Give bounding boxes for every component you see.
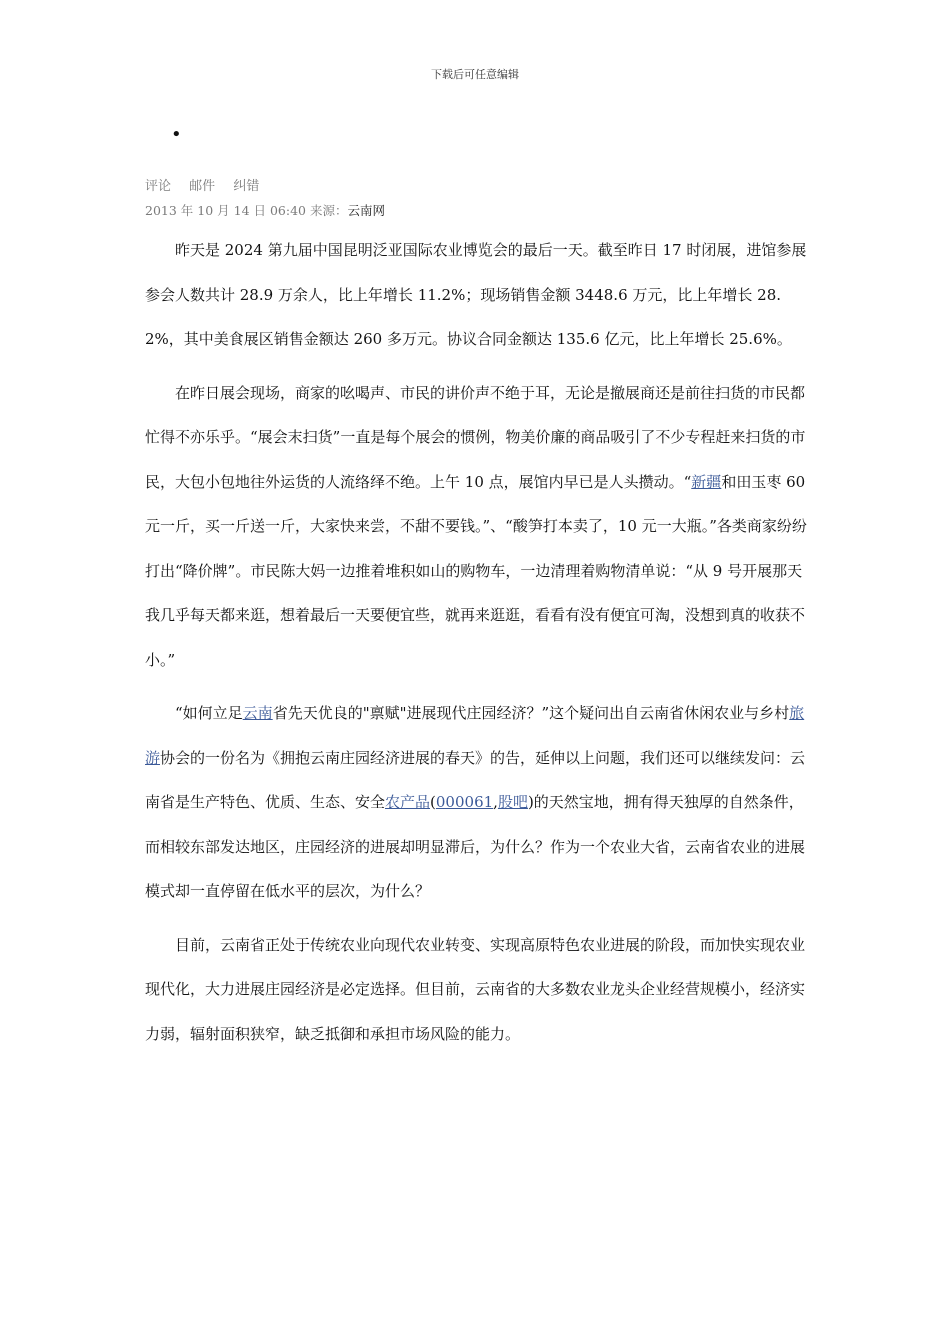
article-meta [145, 201, 385, 219]
link-yunnan[interactable]: 云南 [242, 704, 273, 722]
link-stock-code[interactable]: 000061 [435, 793, 494, 811]
link-agri-products[interactable]: 农产品 [385, 793, 431, 811]
paragraph-3 [145, 691, 811, 914]
source-label: 来源： [309, 203, 348, 218]
list-bullet: • [171, 124, 182, 145]
publish-date: 2013 年 10 月 14 日 06:40 [145, 203, 306, 218]
link-stock-forum[interactable]: 股吧 [497, 793, 528, 811]
article-actions [145, 175, 273, 194]
source-name: 云南网 [347, 203, 386, 218]
correct-link[interactable]: 纠错 [233, 179, 260, 194]
header-note: 下载后可任意编辑 [431, 68, 519, 81]
comment-link[interactable]: 评论 [145, 179, 172, 194]
paragraph-3-text-b: 省先天优良的"禀赋"进展现代庄园经济？”这个疑问出自云南省休闲农业与乡村 [272, 704, 790, 722]
paragraph-3-text-f: )的天然宝地，拥有得天独厚的自然条件，而相较东部发达地区，庄园经济的进展却明显滞后，为什么？作为一个农业大省，云南省农业的进展模式却一直停留在低水平的层次，为什么？ [145, 793, 806, 900]
paragraph-3-text-d: ( [430, 793, 436, 811]
email-link[interactable]: 邮件 [189, 179, 216, 194]
link-xinjiang[interactable]: 新疆 [691, 472, 722, 491]
paragraph-1: 昨天是 2024 第九届中国昆明泛亚国际农业博览会的最后一天。截至昨日 17 时闭展，进馆参展参会人数共计 28.9 万余人，比上年增长 11.2%；现场销售金额 3448.6 万元，比上年增长 28.2%，其中美食展区销售金额达 260 多万元。协议合同金额达 135.6 亿元，比上年增长 25.6%。 [145, 241, 807, 348]
paragraph-3-text-a: “如何立足 [175, 704, 243, 722]
paragraph-2 [145, 371, 811, 683]
paragraph-4: 目前，云南省正处于传统农业向现代农业转变、实现高原特色农业进展的阶段，而加快实现农业现代化，大力进展庄园经济是必定选择。但目前，云南省的大多数农业龙头企业经营规模小，经济实力弱，辐射面积狭窄，缺乏抵御和承担市场风险的能力。 [145, 935, 806, 1043]
paragraph-2-text-a: 在昨日展会现场，商家的吆喝声、市民的讲价声不绝于耳，无论是撤展商还是前往扫货的市民都忙得不亦乐乎。“展会末扫货”一直是每个展会的惯例，物美价廉的商品吸引了不少专程赶来扫货的市民，大包小包地往外运货的人流络绎不绝。上午 10 点，展馆内早已是人头攒动。“ [145, 383, 806, 491]
link-tourism[interactable]: 旅游 [145, 704, 805, 767]
paragraph-3-text-e: , [493, 793, 498, 811]
paragraph-3-text-c: 协会的一份名为《拥抱云南庄园经济进展的春天》的告，延伸以上问题，我们还可以继续发问：云南省是生产特色、优质、生态、安全 [145, 748, 806, 811]
article-body [145, 228, 811, 1065]
paragraph-2-text-b: 和田玉枣 60 元一斤，买一斤送一斤，大家快来尝，不甜不要钱。”、“酸笋打本卖了，10 元一大瓶。”各类商家纷纷打出“降价牌”。市民陈大妈一边推着堆积如山的购物车，一边清理着购物清单说：“从 9 号开展那天我几乎每天都来逛，想着最后一天要便宜些，就再来逛逛，看看有没有便宜可淘，没想到真的收获不小。” [145, 472, 807, 669]
